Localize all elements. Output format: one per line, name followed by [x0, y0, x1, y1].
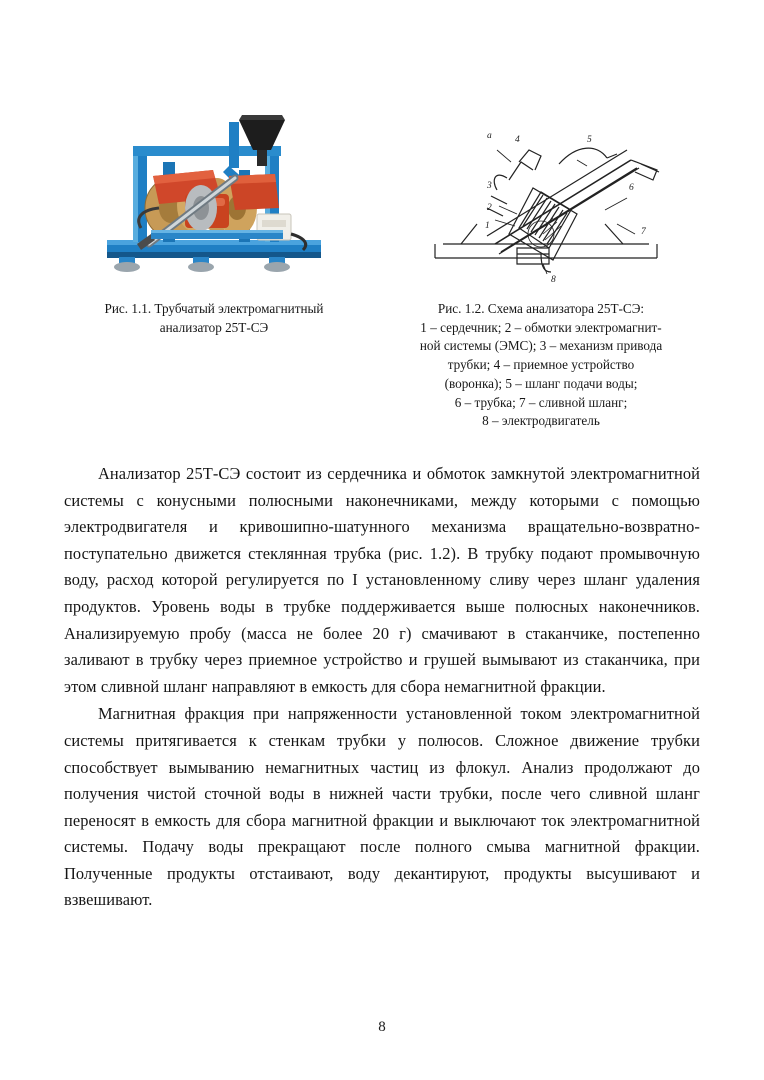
svg-text:5: 5 — [587, 135, 592, 145]
svg-text:3: 3 — [487, 181, 492, 191]
figure-1-2-caption: Рис. 1.2. Схема анализатора 25Т-СЭ: 1 – сердечник; 2 – обмотки электромагнит- ной системы (ЭМС); 3 – механизм привода трубки; 4 – приемное устройство (воронка); 5 – шланг подачи воды; 6 – трубка; 7 – сливной шланг; 8 – электродвигатель — [419, 301, 663, 429]
body-text — [64, 461, 700, 914]
tubular-electromagnetic-analyzer-photo — [89, 58, 339, 288]
page-number: 8 — [378, 1019, 386, 1035]
svg-text:7: 7 — [641, 227, 646, 237]
svg-text:2: 2 — [487, 203, 492, 213]
paragraph-2: Магнитная фракция при напряженности установленной током электромагнитной системы притягивается к стенкам трубки у полюсов. Сложное движение трубки способствует вымыванию немагнитных частиц из флокул. Анализ продолжают до получения чистой сточной воды в нижней части трубки, после чего сливной шланг переносят в емкость для сбора магнитной фракции и выключают ток электромагнитной системы. Подачу воды прекращают после полного смыва магнитной фракции. Полученные продукты отстаивают, воду декантируют, продукты высушивают и взвешивают. — [64, 704, 700, 910]
svg-text:6: 6 — [629, 183, 634, 193]
paragraph-1: Анализатор 25Т-СЭ состоит из сердечника и обмоток замкнутой электромагнитной системы с конусными полюсными наконечниками, между которыми с помощью электродвигателя и кривошипно-шатунного механизма вращательно-возвратно-поступательно движется стеклянная трубка (рис. 1.2). В трубку подают промывочную воду, расход которой регулируется по I установленному сливу через шланг удаления продуктов. Уровень воды в трубке поддерживается выше полюсных наконечников. Анализируемую пробу (масса не более 20 г) смачивают в стаканчике, постепенно заливают в трубку через приемное устройство и грушей вымывают из стаканчика, при этом сливной шланг направляют в емкость для сбора немагнитной фракции. — [64, 464, 700, 696]
figure-1-1 — [64, 58, 364, 337]
svg-text:8: 8 — [551, 275, 556, 285]
svg-text:4: 4 — [515, 135, 520, 145]
analyzer-schematic-drawing — [391, 58, 691, 288]
svg-text:1: 1 — [485, 221, 490, 231]
figure-1-1-caption: Рис. 1.1. Трубчатый электромагнитный анализатор 25Т-СЭ — [104, 301, 324, 335]
svg-text:а: а — [487, 131, 492, 141]
figures-row — [64, 58, 700, 431]
figure-1-2 — [382, 58, 700, 431]
